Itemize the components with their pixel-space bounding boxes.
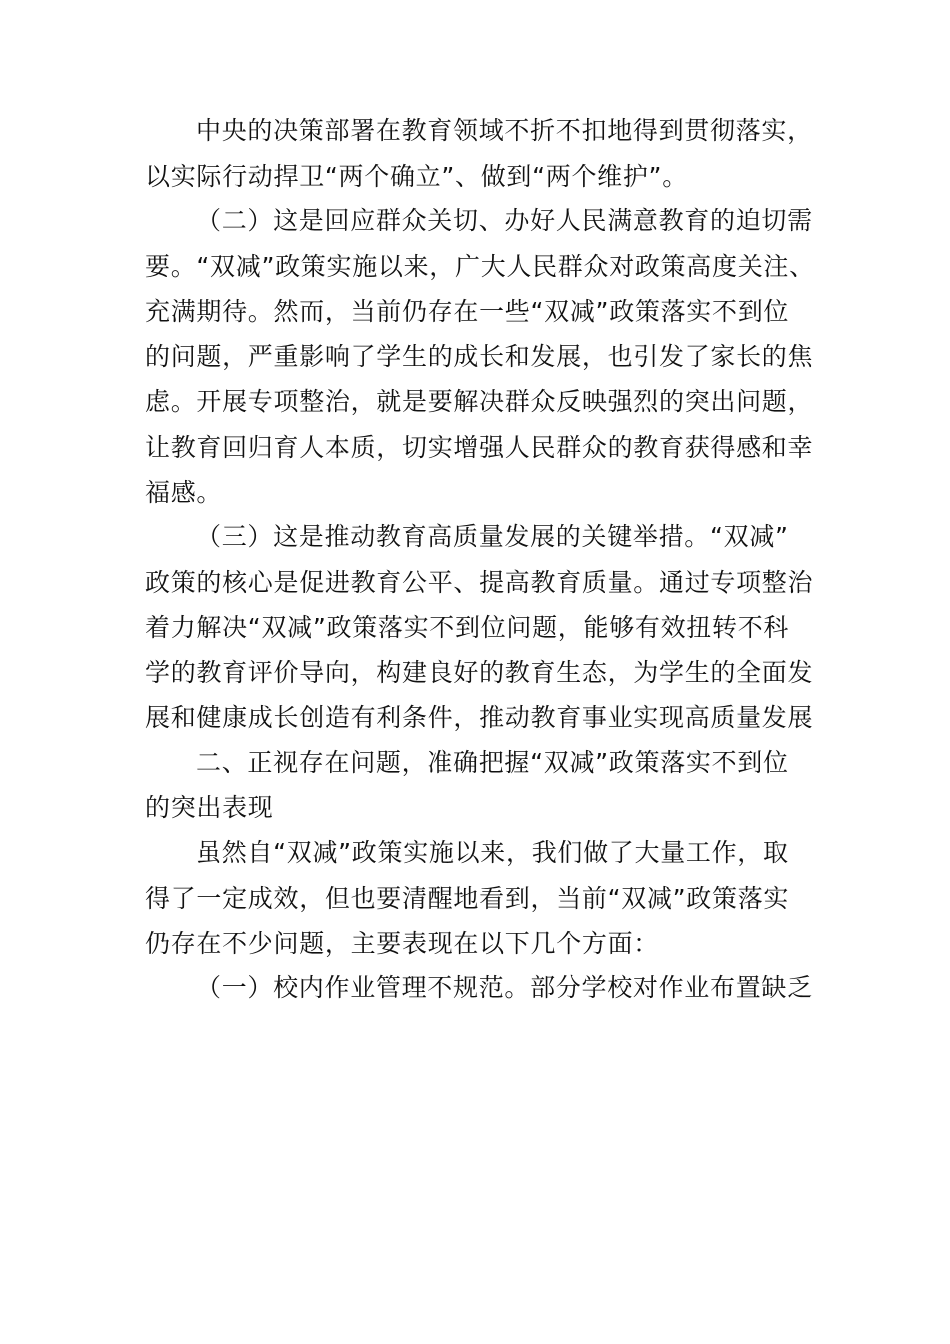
paragraph-line: 虑。开展专项整治，就是要解决群众反映强烈的突出问题， xyxy=(145,387,814,416)
paragraph-line: 学的教育评价导向，构建良好的教育生态，为学生的全面发 xyxy=(145,658,814,687)
section-heading-line: 的突出表现 xyxy=(145,793,274,822)
paragraph-line: 充满期待。然而，当前仍存在一些“双减”政策落实不到位 xyxy=(145,297,790,326)
paragraph-line: 中央的决策部署在教育领域不折不扣地得到贯彻落实， xyxy=(196,116,813,145)
paragraph-line: 虽然自“双减”政策实施以来，我们做了大量工作，取 xyxy=(196,838,789,867)
paragraph-line: 得了一定成效，但也要清醒地看到，当前“双减”政策落实 xyxy=(145,884,790,913)
paragraph-line: 要。“双减”政策实施以来，广大人民群众对政策高度关注、 xyxy=(145,252,815,281)
paragraph-line: 着力解决“双减”政策落实不到位问题，能够有效扭转不科 xyxy=(145,613,790,642)
paragraph-line: 展和健康成长创造有利条件，推动教育事业实现高质量发展 xyxy=(145,703,814,732)
paragraph-line: 的问题，严重影响了学生的成长和发展，也引发了家长的焦 xyxy=(145,342,814,371)
paragraph-line: 仍存在不少问题，主要表现在以下几个方面： xyxy=(145,929,660,958)
paragraph-line: 政策的核心是促进教育公平、提高教育质量。通过专项整治 xyxy=(145,568,814,597)
paragraph-line: （一）校内作业管理不规范。部分学校对作业布置缺乏 xyxy=(196,973,813,1002)
paragraph-line: （三）这是推动教育高质量发展的关键举措。“双减” xyxy=(196,522,789,551)
paragraph-line: 让教育回归育人本质，切实增强人民群众的教育获得感和幸 xyxy=(145,433,814,462)
paragraph-line: 福感。 xyxy=(145,478,223,507)
section-heading-line: 二、正视存在问题，准确把握“双减”政策落实不到位 xyxy=(196,748,789,777)
paragraph-line: 以实际行动捍卫“两个确立”、做到“两个维护”。 xyxy=(145,162,688,191)
paragraph-line: （二）这是回应群众关切、办好人民满意教育的迫切需 xyxy=(196,206,813,235)
